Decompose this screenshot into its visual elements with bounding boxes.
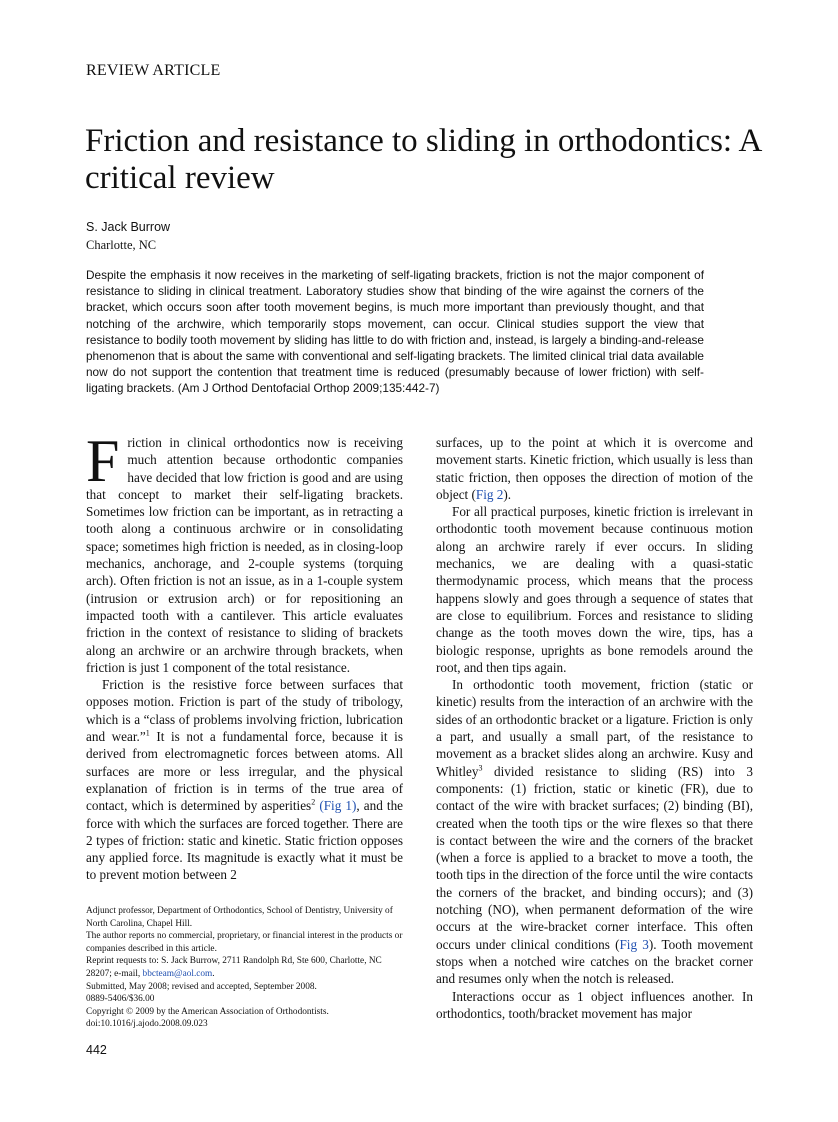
reprint-text: Reprint requests to: S. Jack Burrow, 2711 Randolph Rd, Ste 600, Charlotte, NC 28207; e-mail, (86, 956, 382, 979)
body-paragraph (436, 676, 753, 987)
footnote-affiliation: Adjunct professor, Department of Orthodontics, School of Dentistry, University of North Carolina, Chapel Hill. (86, 906, 393, 929)
footnote-submitted: Submitted, May 2008; revised and accepted, September 2008. (86, 981, 317, 992)
figure-link[interactable]: Fig 2 (475, 486, 504, 502)
author-affiliation: Charlotte, NC (86, 238, 157, 252)
figure-link[interactable]: Fig 3 (619, 936, 649, 952)
page-number: 442 (86, 1043, 107, 1057)
paragraph-text: ). (503, 486, 512, 502)
paragraph-text: riction in clinical orthodontics now is receiving much attention because orthodontic companies have decided that low friction is good and are using that concept to market their self-ligating brackets. Sometimes low friction can be important, as in retracting a tooth along a continuous archwire or in consolidating space; sometimes high friction is needed, as in closing-loop mechanics, anchorage, and 2-couple systems (torquing arch). Often friction is not an issue, as in a 1-couple system (intrusion or extrusion arch) or for repositioning an impacted tooth with a cantilever. This article evaluates friction in the context of resistance to sliding of brackets along an archwire or an archwire through brackets, when friction is just 1 component of the total resistance. (86, 435, 403, 675)
figure-link[interactable]: (Fig 1) (319, 798, 357, 814)
paragraph-text: It is not a fundamental force, because it is derived from electromagnetic forces between atoms. All surfaces are more or less irregular, and the physical explanation of friction is in terms of the true area of contact, which is determined by asperities (86, 729, 403, 814)
citation-superscript[interactable]: 3 (478, 763, 483, 773)
paragraph-text: divided resistance to sliding (RS) into 3 components: (1) friction, static or kinetic (FR), due to contact of the wire with bracket surfaces; (2) binding (BI), created when the tooth tips or the wire flexes so that there is contact between the wire and the corners of the bracket (when a force is applied to a bracket to move a tooth, the tooth tips in the direction of the force until the wire contacts the corners of the bracket, and binding occurs); and (3) notching (NO), when permanent deformation of the wire occurs at the wire-bracket corner interface. This often occurs under clinical conditions ( (436, 763, 753, 952)
paragraph-text: In orthodontic tooth movement, friction (static or kinetic) results from the interaction of an archwire with the sides of an orthodontic bracket or a ligature. Friction is only a part, and usually a small part, of the resistance to movement as a bracket slides along an archwire. Kusy and Whitley (436, 677, 753, 779)
body-paragraph (86, 676, 403, 884)
citation-superscript[interactable]: 2 (311, 797, 316, 807)
paragraph-text: ). Tooth movement stops when a notched wire catches on the bracket corner and resumes only when the notch is released. (436, 936, 754, 987)
body-paragraph: For all practical purposes, kinetic friction is irrelevant in orthodontic tooth movement because continuous motion along an archwire rarely if ever occurs. In sliding mechanics, we are dealing with a quasi-static thermodynamic process, which means that the process happens slowly and goes through a sequence of states that are close to equilibrium. Forces and resistance to sliding change as the tooth moves down the wire, tips, has a biologic response, uprights as bone remodels around the root, and then tips again. (436, 504, 753, 675)
paragraph-text: surfaces, up to the point at which it is overcome and movement starts. Kinetic friction, which usually is less than static friction, then opposes the direction of motion of the object ( (436, 435, 753, 502)
body-paragraph: Interactions occur as 1 object influences another. In orthodontics, tooth/bracket movement has major (436, 988, 753, 1021)
footnote-disclosure: The author reports no commercial, proprietary, or financial interest in the products or companies described in this article. (86, 931, 403, 954)
abstract: Despite the emphasis it now receives in the marketing of self-ligating brackets, friction is not the major component of resistance to sliding in clinical treatment. Laboratory studies show that binding of the wire against the corners of the bracket, which occurs soon after tooth movement begins, is much more important than previously thought, and that notching of the archwire, which temporarily stops movement, can occur. Clinical studies support the view that resistance to bodily tooth movement by sliding has little to do with friction and, instead, is largely a binding-and-release phenomenon that is about the same with conventional and self-ligating brackets. The limited clinical trial data available now do not support the contention that treatment time is reduced (presumably because of lower friction) with self-ligating brackets. (Am J Orthod Dentofacial Orthop 2009;135:442-7) (86, 268, 704, 396)
body-paragraph (436, 434, 753, 503)
body-column-right (436, 434, 753, 1022)
drop-cap: F (86, 428, 120, 494)
author-name: S. Jack Burrow (86, 220, 171, 234)
reprint-text-end: . (212, 968, 215, 979)
footnote-reprint (86, 955, 403, 980)
footnote-doi: doi:10.1016/j.ajodo.2008.09.023 (86, 1019, 208, 1030)
article-title: Friction and resistance to sliding in orthodontics: A critical review (85, 123, 761, 196)
paragraph-text: , and the force with which the surfaces are forced together. There are 2 types of friction: static and kinetic. Static friction opposes any applied force. Its magnitude is exactly what it must be to prevent motion between 2 (86, 798, 404, 883)
email-link[interactable]: bbcteam@aol.com (142, 968, 213, 979)
footnote-issn: 0889-5406/$36.00 (86, 994, 155, 1005)
body-column-left (86, 428, 404, 884)
paragraph-text: Friction is the resistive force between surfaces that opposes motion. Friction is part of the study of tribology, which is a “class of problems involving friction, lubrication and wear.” (86, 677, 403, 745)
footnote-copyright: Copyright © 2009 by the American Association of Orthodontists. (86, 1006, 329, 1017)
body-paragraph (86, 428, 403, 676)
footnotes (86, 905, 403, 1031)
section-label: REVIEW ARTICLE (86, 62, 221, 79)
citation-superscript[interactable]: 1 (145, 728, 150, 738)
